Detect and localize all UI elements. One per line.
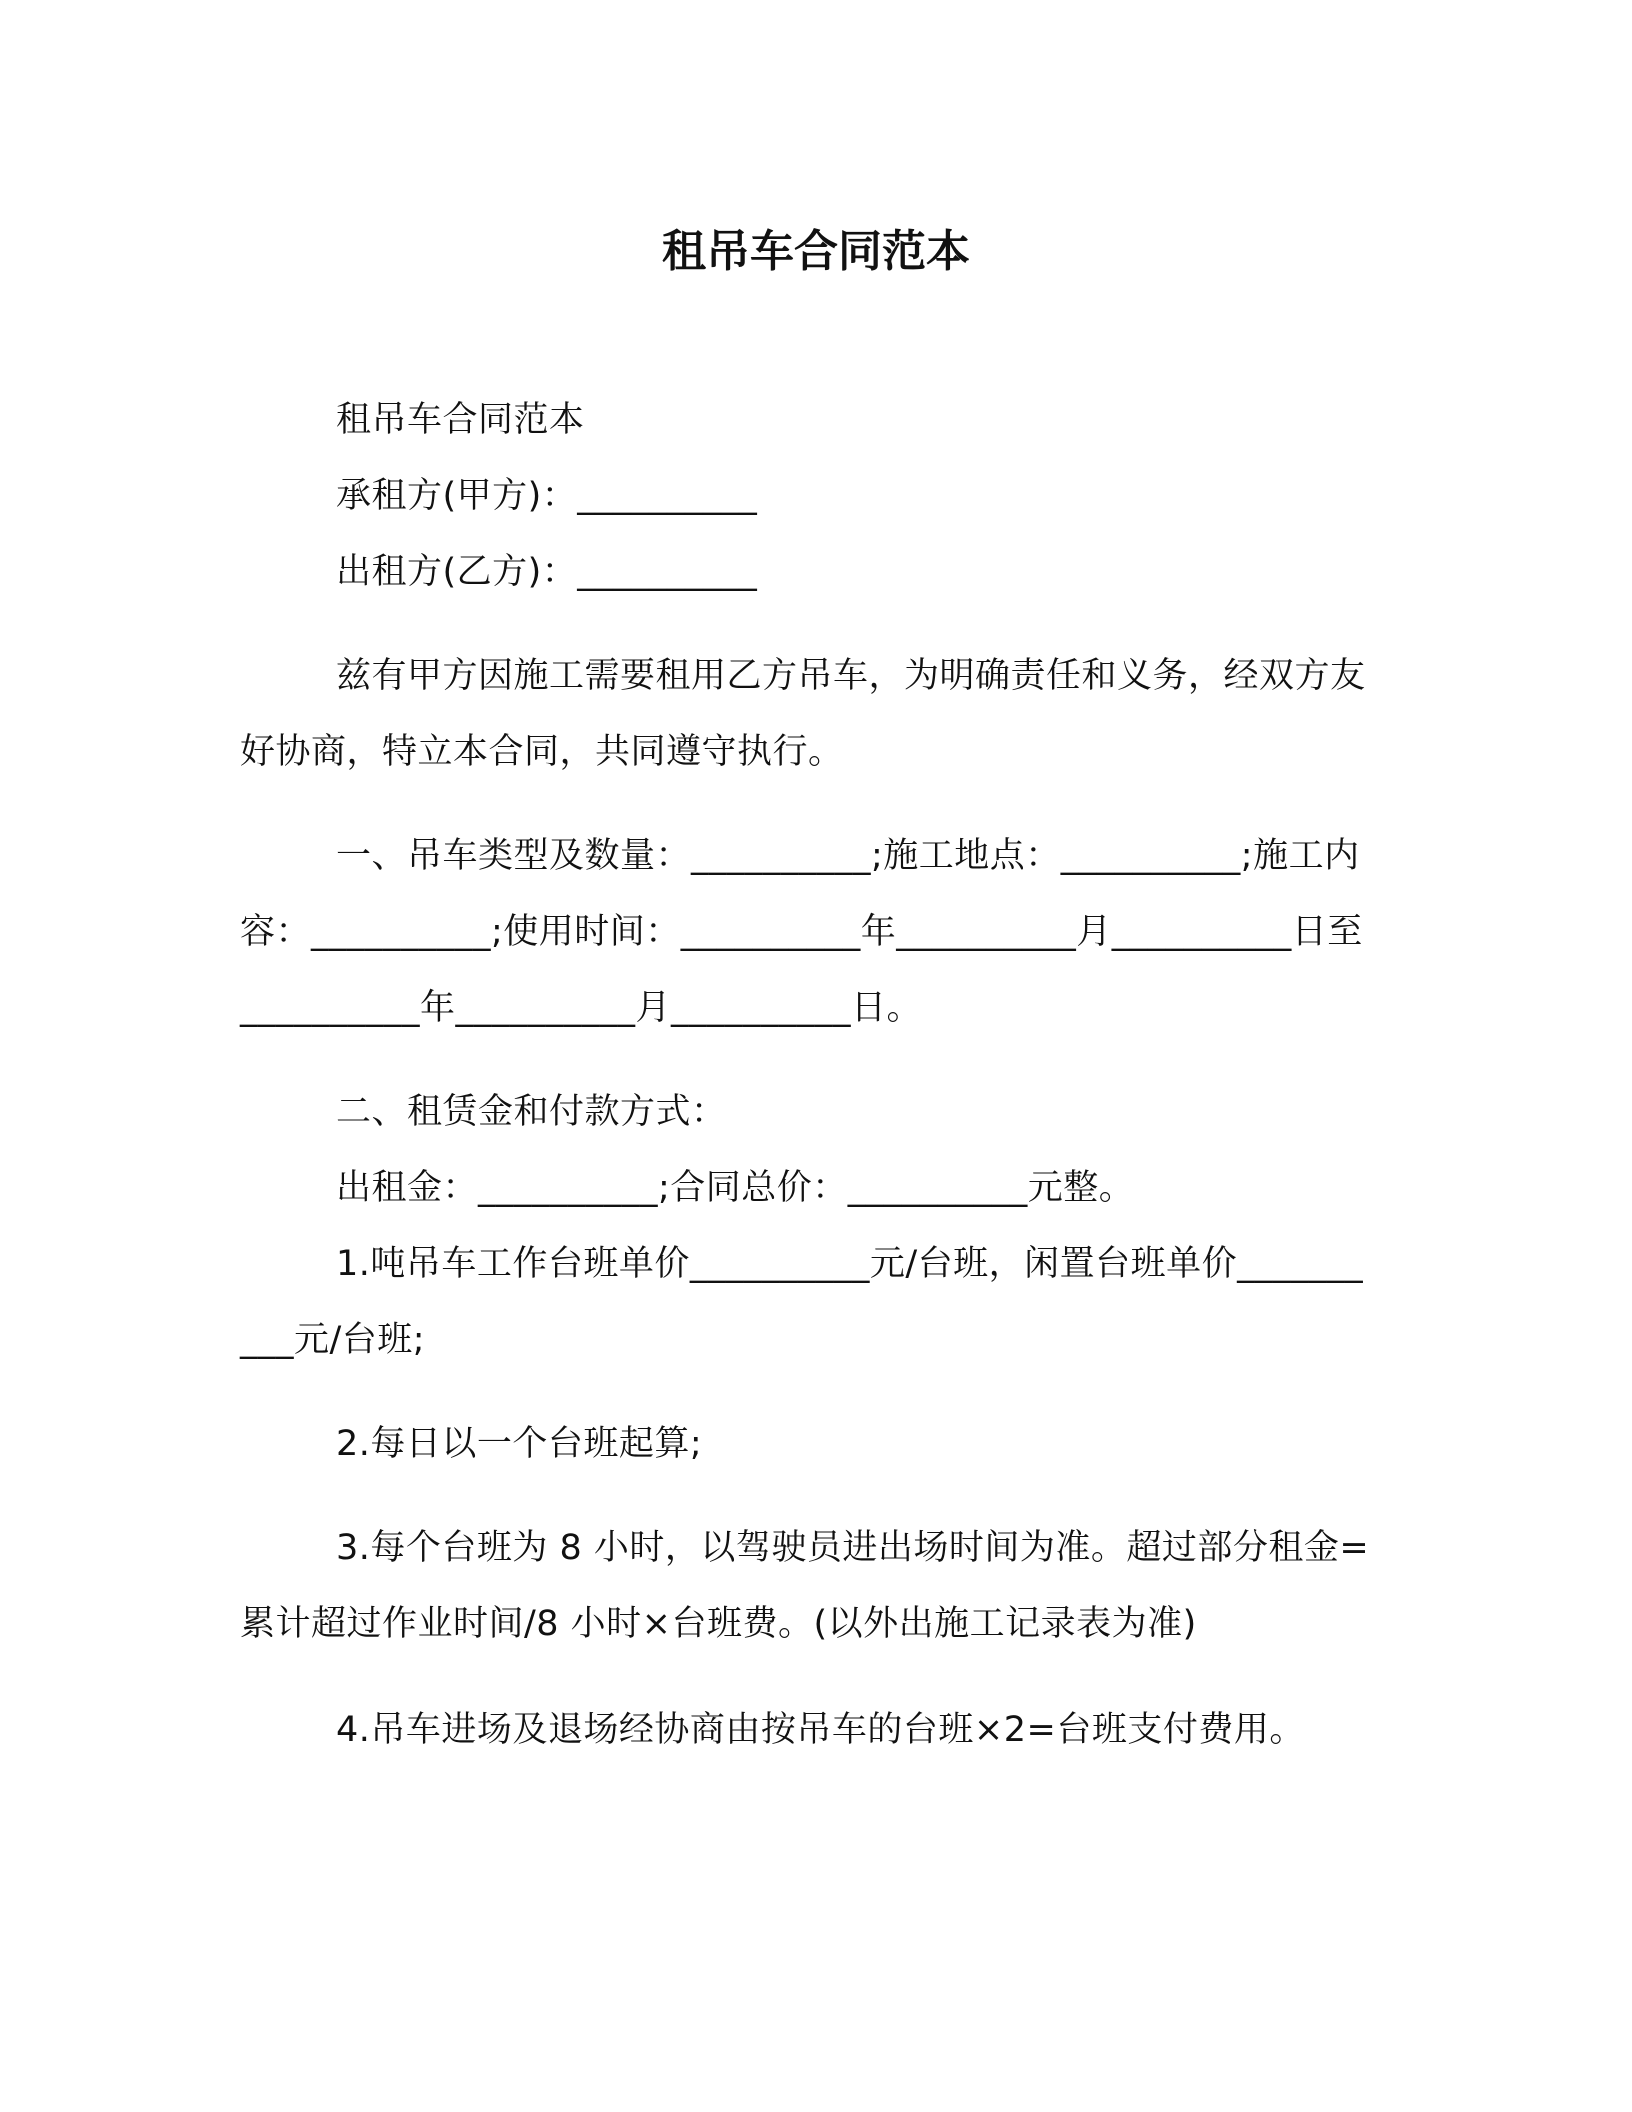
paragraph-item-2: 2.每日以一个台班起算; [336, 1424, 703, 1464]
document-body [240, 382, 1372, 1768]
paragraph-clause-1: 一、吊车类型及数量：__________;施工地点：__________;施工内容：__________;使用时间：__________年__________月__________日至__________年__________月__________日。 [240, 836, 1363, 1028]
paragraph-rent: 出租金：__________;合同总价：__________元整。 [336, 1168, 1135, 1208]
paragraph-lessee: 承租方(甲方)：__________ [336, 476, 758, 516]
document-title: 租吊车合同范本 [662, 226, 970, 277]
paragraph-item-4: 4.吊车进场及退场经协商由按吊车的台班×2=台班支付费用。 [336, 1710, 1305, 1750]
paragraph-heading: 租吊车合同范本 [336, 400, 585, 440]
paragraph-item-3: 3.每个台班为 8 小时，以驾驶员进出场时间为准。超过部分租金=累计超过作业时间/8 小时×台班费。(以外出施工记录表为准) [240, 1528, 1370, 1644]
paragraph-clause-2: 二、租赁金和付款方式： [336, 1092, 727, 1132]
paragraph-item-1: 1.吨吊车工作台班单价__________元/台班，闲置台班单价__________元/台班; [240, 1244, 1364, 1360]
paragraph-lessor: 出租方(乙方)：__________ [336, 552, 758, 592]
paragraph-preamble: 兹有甲方因施工需要租用乙方吊车，为明确责任和义务，经双方友好协商，特立本合同，共同遵守执行。 [240, 656, 1366, 772]
